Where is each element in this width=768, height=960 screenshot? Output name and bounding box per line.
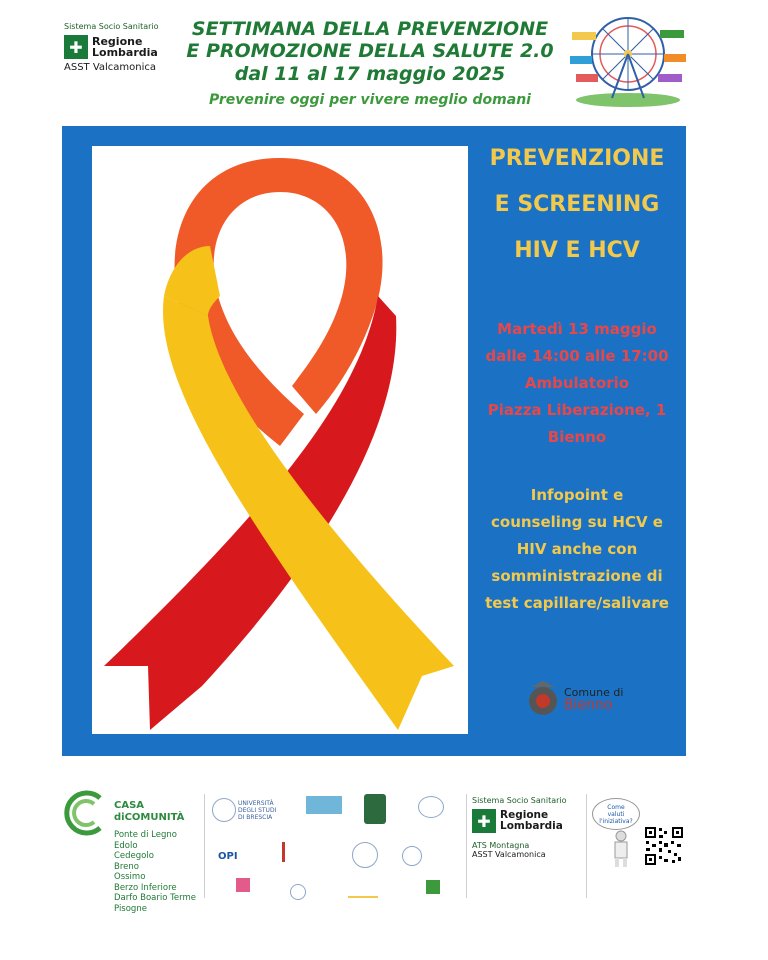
- comunita-word: diCOMUNITÀ: [114, 812, 185, 823]
- heading-line-1: PREVENZIONE: [489, 146, 665, 171]
- event-time: dalle 14:00 alle 17:00: [485, 347, 669, 365]
- casa-word: CASA: [114, 800, 145, 811]
- town-item: Edolo: [114, 840, 138, 851]
- casa-comunita-icon: [62, 788, 110, 838]
- event-details: [470, 316, 684, 451]
- partner-seal-icon: [418, 796, 444, 818]
- info-line-3: HIV anche con: [516, 540, 638, 558]
- awareness-ribbon-icon: [92, 146, 468, 734]
- partner-logo: [348, 884, 378, 898]
- sistema-label: Sistema Socio Sanitario: [64, 22, 159, 31]
- partner-logo: [236, 878, 250, 892]
- event-title-block: [180, 18, 560, 108]
- regione-lombardia-logo-header: [64, 22, 184, 82]
- title-line-2: E PROMOZIONE DELLA SALUTE 2.0: [186, 40, 554, 62]
- awareness-ribbon-frame: [92, 146, 468, 734]
- heading-line-2: E SCREENING: [494, 192, 660, 217]
- comune-town: Bienno: [564, 697, 613, 713]
- partner-logo: [306, 796, 342, 814]
- town-item: Ponte di Legno: [114, 830, 177, 840]
- asst-label: ASST Valcamonica: [64, 62, 157, 73]
- town-item: Cedegolo: [114, 851, 154, 861]
- ferris-wheel-icon: [570, 12, 686, 108]
- casa-di-comunita-logo: [62, 788, 198, 914]
- comune-bienno-logo: [526, 676, 636, 722]
- comune-crest-icon: [526, 679, 560, 719]
- town-item: Berzo Inferiore: [114, 882, 177, 893]
- info-line-2: counseling su HCV e: [491, 513, 663, 531]
- event-town: Bienno: [547, 428, 607, 446]
- footer-divider: [586, 794, 587, 898]
- footer-divider: [466, 794, 467, 898]
- event-venue: Ambulatorio: [524, 374, 630, 392]
- town-item: Ossimo: [114, 872, 146, 882]
- slogan: Prevenire oggi per vivere meglio domani: [209, 92, 531, 108]
- unibs-logo: UNIVERSITÀ DEGLI STUDI DI BRESCIA: [210, 796, 280, 826]
- provincia-logo: [364, 794, 386, 824]
- event-date: Martedì 13 maggio: [497, 320, 657, 338]
- regione-lombardia-logo-footer: [472, 796, 582, 859]
- qr-code-icon[interactable]: [644, 826, 684, 866]
- regione-word: Regione: [92, 35, 143, 48]
- lombardia-word: Lombardia: [92, 46, 158, 59]
- partner-logo: [282, 842, 329, 862]
- feedback-bubble: Come valuti l'iniziativa?: [592, 798, 640, 830]
- opi-logo: OPI: [218, 851, 238, 862]
- lombardia-word: Lombardia: [500, 820, 563, 832]
- unibs-seal-icon: [212, 798, 236, 822]
- info-line-1: Infopoint e: [530, 486, 624, 504]
- info-line-4: somministrazione di: [491, 567, 663, 585]
- town-item: Breno: [114, 861, 139, 872]
- info-line-5: test capillare/salivare: [485, 594, 669, 612]
- title-line-1: SETTIMANA DELLA PREVENZIONE: [191, 18, 549, 40]
- partner-seal-icon: [352, 842, 378, 868]
- event-address: Piazza Liberazione, 1: [487, 401, 667, 419]
- asst-label: ASST Valcamonica: [472, 850, 546, 859]
- towns-list: [114, 830, 198, 914]
- regione-cross-icon: ✚: [64, 35, 88, 59]
- sistema-label: Sistema Socio Sanitario: [472, 796, 567, 805]
- partner-seal-icon: [402, 846, 422, 866]
- title-dates: dal 11 al 17 maggio 2025: [234, 63, 506, 85]
- regione-word: Regione: [500, 809, 549, 821]
- info-block: [470, 482, 684, 617]
- ats-label: ATS Montagna: [472, 841, 530, 850]
- comune-label: Comune di: [564, 686, 624, 699]
- partner-seal-icon: [290, 884, 306, 900]
- heading-line-3: HIV E HCV: [514, 238, 640, 263]
- regione-cross-icon: ✚: [472, 809, 496, 833]
- partner-logo: [426, 880, 440, 894]
- town-item: Pisogne: [114, 903, 147, 914]
- footer-divider: [204, 794, 205, 898]
- figure-icon: [606, 830, 636, 868]
- town-item: Darfo Boario Terme: [114, 893, 196, 903]
